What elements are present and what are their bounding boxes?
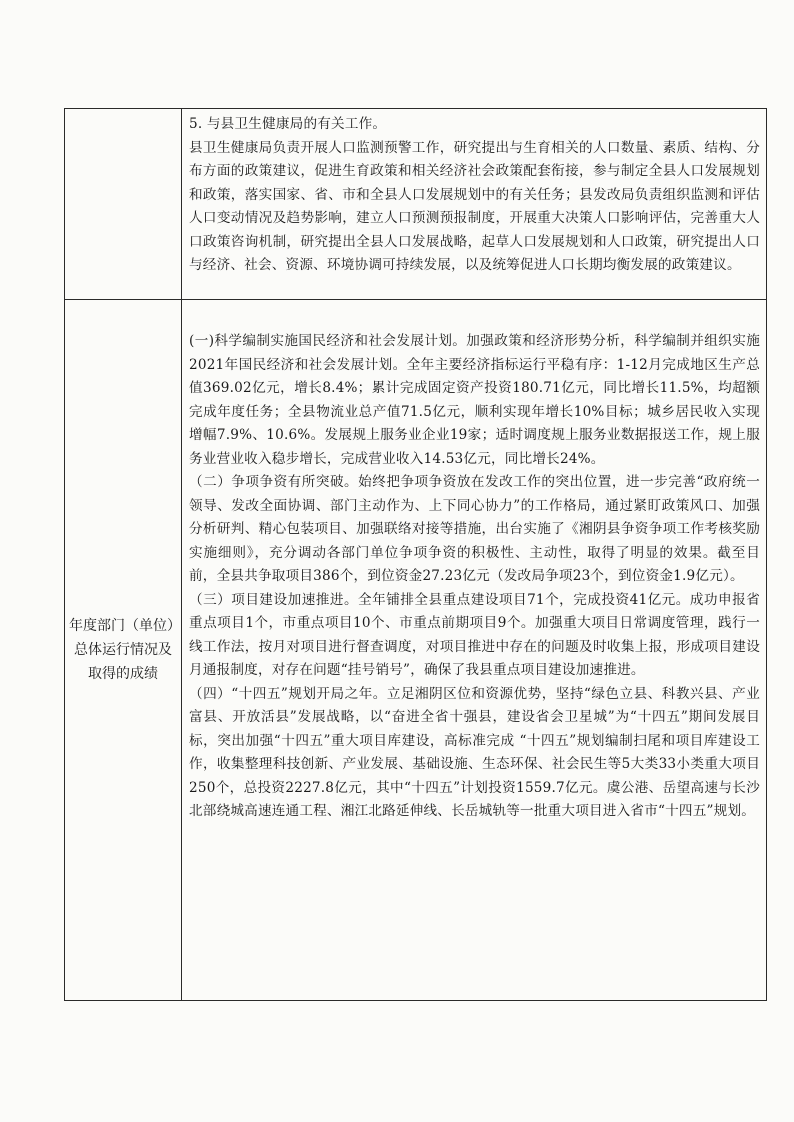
performance-label-cell xyxy=(65,300,182,1001)
responsibility-content-cell xyxy=(182,109,767,300)
section-project-construction: （三）项目建设加速推进。全年铺排全县重点建设项目71个，完成投资41亿元。成功申报省重点项目1个，市重点项目10个、市重点前期项目9个。加强重大项目日常调度管理，践行一线工作法，按月对项目进行督查调度，对项目推进中存在的问题及时收集上报，形成项目建设月通报制度，对存在问题“挂号销号”，确保了我县重点项目建设加速推进。 xyxy=(189,591,760,678)
label-line-2: 总体运行情况及 xyxy=(74,642,172,658)
table-row-annual-performance xyxy=(65,300,767,1001)
report-table xyxy=(64,108,767,1001)
responsibility-paragraph: 县卫生健康局负责开展人口监测预警工作，研究提出与生育相关的人口数量、素质、结构、分布方面的政策建议，促进生育政策和相关经济社会政策配套衔接，参与制定全县人口发展规划和政策，落实国家、省、市和全县人口发展规划中的有关任务；县发改局负责组织监测和评估人口变动情况及趋势影响，建立人口预测预报制度，开展重大决策人口影响评估，完善重大人口政策咨询机制，研究提出全县人口发展战略，起草人口发展规划和人口政策，研究提出人口与经济、社会、资源、环境协调可持续发展，以及统筹促进人口长期均衡发展的政策建议。 xyxy=(189,139,760,273)
table-row-responsibilities xyxy=(65,109,767,300)
label-line-1: 年度部门（单位） xyxy=(69,618,181,634)
label-line-3: 取得的成绩 xyxy=(88,666,158,682)
performance-content-cell xyxy=(182,300,767,1001)
section-economic-plan: (一)科学编制实施国民经济和社会发展计划。加强政策和经济形势分析，科学编制并组织实施2021年国民经济和社会发展计划。全年主要经济指标运行平稳有序：1-12月完成地区生产总值369.02亿元，增长8.4%；累计完成固定资产投资180.71亿元，同比增长11.5%，均超额完成年度任务；全县物流业总产值71.5亿元，顺利实现年增长10%目标；城乡居民收入实现增幅7.9%、10.6%。发展规上服务业企业19家；适时调度规上服务业数据报送工作，规上服务业营业收入稳步增长，完成营业收入14.53亿元，同比增长24%。 xyxy=(189,333,760,467)
empty-label-cell xyxy=(65,109,182,300)
section-14th-five-year-plan: （四）“十四五”规划开局之年。立足湘阴区位和资源优势，坚持“绿色立县、科教兴县、产业富县、开放活县”发展战略，以“奋进全省十强县，建设省会卫星城”为“十四五”期间发展目标，突出加强“十四五”重大项目库建设，高标准完成 “十四五”规划编制扫尾和项目库建设工作，收集整理科技创新、产业发展、基础设施、生态环保、社会民生等5大类33小类重大项目250个，总投资2227.8亿元，其中“十四五”计划投资1559.7亿元。虞公港、岳望高速与长沙北部绕城高速连通工程、湘江北路延伸线、长岳城轨等一批重大项目进入省市“十四五”规划。 xyxy=(189,685,760,819)
section-funding: （二）争项争资有所突破。始终把争项争资放在发改工作的突出位置，进一步完善“政府统一领导、发改全面协调、部门主动作为、上下同心协力”的工作格局，通过紧盯政策风口、加强分析研判、精心包装项目、加强联络对接等措施，出台实施了《湘阴县争资争项工作考核奖励实施细则》，充分调动各部门单位争项争资的积极性、主动性，取得了明显的效果。截至目前，全县共争取项目386个，到位资金27.23亿元（发改局争项23个，到位资金1.9亿元）。 xyxy=(189,474,760,584)
item-heading: 5. 与县卫生健康局的有关工作。 xyxy=(189,116,387,132)
